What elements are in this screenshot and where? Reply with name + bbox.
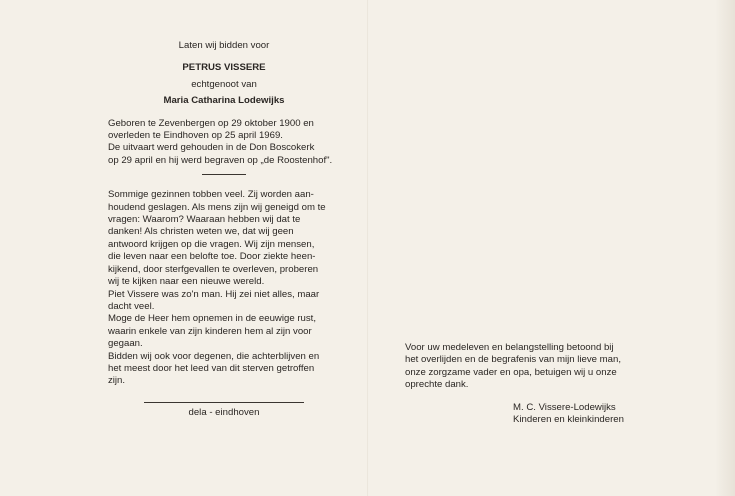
left-page: [108, 40, 340, 419]
intro-text: Laten wij bidden voor: [178, 40, 270, 51]
reflection-text: [108, 189, 340, 388]
reflection-line: danken! Als christen weten we, dat wij geen: [108, 226, 294, 238]
reflection-line: Moge de Heer hem opnemen in de eeuwige rust,: [108, 313, 316, 325]
card-edge-shadow: [715, 0, 735, 496]
reflection-line: het meest door het leed van dit sterven getroffen: [108, 362, 315, 374]
deceased-name: PETRUS VISSERE: [182, 62, 266, 74]
spouse-name: Maria Catharina Lodewijks: [163, 95, 285, 107]
reflection-line: Sommige gezinnen tobben veel. Zij worden aan-: [108, 189, 314, 201]
info-line: overleden te Eindhoven op 25 april 1969.: [108, 130, 283, 142]
thanks-text: [405, 342, 685, 392]
reflection-line: dacht veel.: [108, 300, 155, 312]
footer-rule: [144, 402, 304, 403]
reflection-line: Piet Vissere was zo'n man. Hij zei niet alles, maar: [108, 288, 320, 300]
signature-children: Kinderen en kleinkinderen: [513, 414, 624, 426]
reflection-line: gegaan.: [108, 338, 143, 350]
reflection-line: vragen: Waarom? Waaraan hebben wij dat te: [108, 214, 301, 226]
thanks-line: Voor uw medeleven en belangstelling betoond bij: [405, 342, 614, 353]
reflection-line: kijkend, door sterfgevallen te overleven, proberen: [108, 263, 319, 275]
reflection-line: wij te kijken naar een nieuwe wereld.: [108, 276, 265, 288]
signature-family: M. C. Vissere-Lodewijks: [513, 401, 616, 413]
reflection-line: zijn.: [108, 375, 126, 387]
reflection-line: antwoord krijgen op die vragen. Wij zijn mensen,: [108, 238, 315, 250]
reflection-line: waarin enkele van zijn kinderen hem al zijn voor: [108, 325, 312, 337]
thanks-line: onze zorgzame vader en opa, betuigen wij u onze: [405, 366, 617, 378]
reflection-line: die leven naar een belofte toe. Door ziekte heen-: [108, 251, 316, 263]
fold-line: [367, 0, 369, 496]
info-line: Geboren te Zevenbergen op 29 oktober 1900 en: [108, 117, 314, 129]
thanks-line: oprechte dank.: [405, 379, 469, 391]
relation-text: echtgenoot van: [191, 78, 257, 90]
printer-credit: dela - eindhoven: [188, 406, 260, 418]
reflection-line: Bidden wij ook voor degenen, die achterblijven en: [108, 350, 320, 362]
info-line: op 29 april en hij werd begraven op „de Roostenhof".: [108, 154, 333, 166]
info-line: De uitvaart werd gehouden in de Don Boscokerk: [108, 142, 315, 154]
thanks-line: het overlijden en de begrafenis van mijn lieve man,: [405, 354, 621, 366]
birth-death-info: [108, 118, 340, 168]
reflection-line: houdend geslagen. Als mens zijn wij geneigd om te: [108, 201, 326, 213]
right-page: [405, 342, 685, 426]
